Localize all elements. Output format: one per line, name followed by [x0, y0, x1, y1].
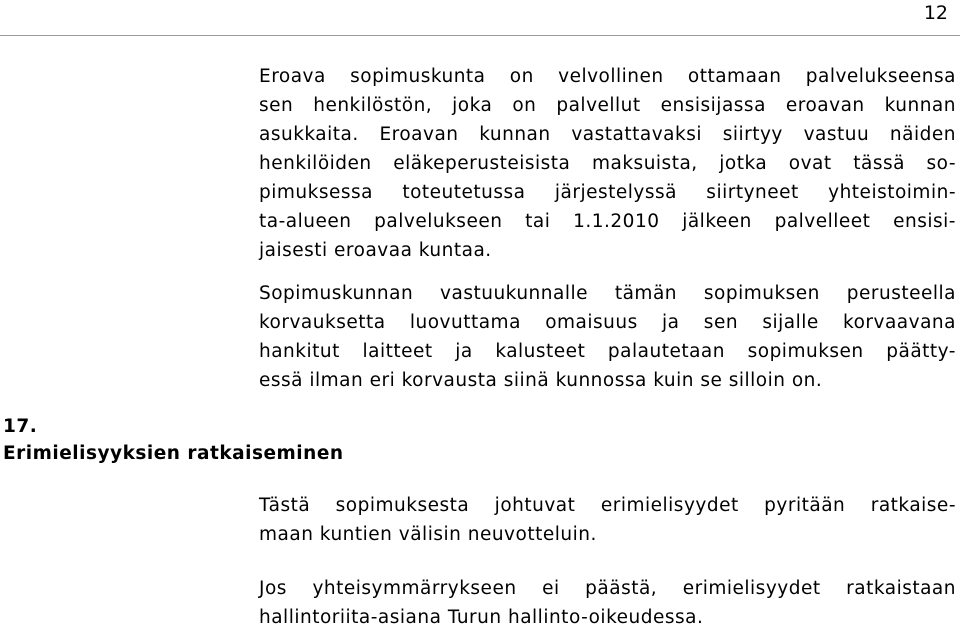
- text-line: hallintoriita-asiana Turun hallinto-oikeudessa.: [259, 607, 704, 628]
- text-line: essä ilman eri korvausta siinä kunnossa kuin se silloin on.: [259, 370, 823, 391]
- text-line: maan kuntien välisin neuvotteluin.: [259, 524, 597, 545]
- text-line: hankitut laitteet ja kalusteet palautetaan sopimuksen päätty-: [259, 341, 956, 362]
- text-line: korvauksetta luovuttama omaisuus ja sen sijalle korvaavana: [259, 312, 956, 333]
- text-line: ta-alueen palvelukseen tai 1.1.2010 jälkeen palvelleet ensisi-: [259, 211, 956, 232]
- paragraph-omaisuus: [259, 279, 956, 395]
- text-line: pimuksessa toteutetussa järjestelyssä siirtyneet yhteistoimin-: [259, 182, 956, 203]
- section-heading: [3, 413, 344, 467]
- text-line: henkilöiden eläkeperusteisista maksuista, jotka ovat tässä so-: [259, 153, 956, 174]
- paragraph-hallinto-oikeus: [259, 574, 956, 632]
- text-line: sen henkilöstön, joka on palvellut ensisijassa eroavan kunnan: [259, 95, 956, 116]
- section-title: Erimielisyyksien ratkaiseminen: [3, 443, 344, 464]
- section-number: 17.: [3, 416, 38, 437]
- text-line: Eroava sopimuskunta on velvollinen ottamaan palvelukseensa: [259, 66, 956, 87]
- text-line: Tästä sopimuksesta johtuvat erimielisyydet pyritään ratkaise-: [259, 495, 956, 516]
- paragraph-erimielisyydet: [259, 491, 956, 549]
- header-rule: [0, 35, 960, 36]
- paragraph-eroava-sopimuskunta: [259, 62, 956, 265]
- page-number: 12: [923, 2, 948, 24]
- text-line: jaisesti eroavaa kuntaa.: [259, 240, 492, 261]
- text-line: asukkaita. Eroavan kunnan vastattavaksi siirtyy vastuu näiden: [259, 124, 956, 145]
- text-line: Jos yhteisymmärrykseen ei päästä, erimielisyydet ratkaistaan: [259, 578, 956, 599]
- text-line: Sopimuskunnan vastuukunnalle tämän sopimuksen perusteella: [259, 283, 956, 304]
